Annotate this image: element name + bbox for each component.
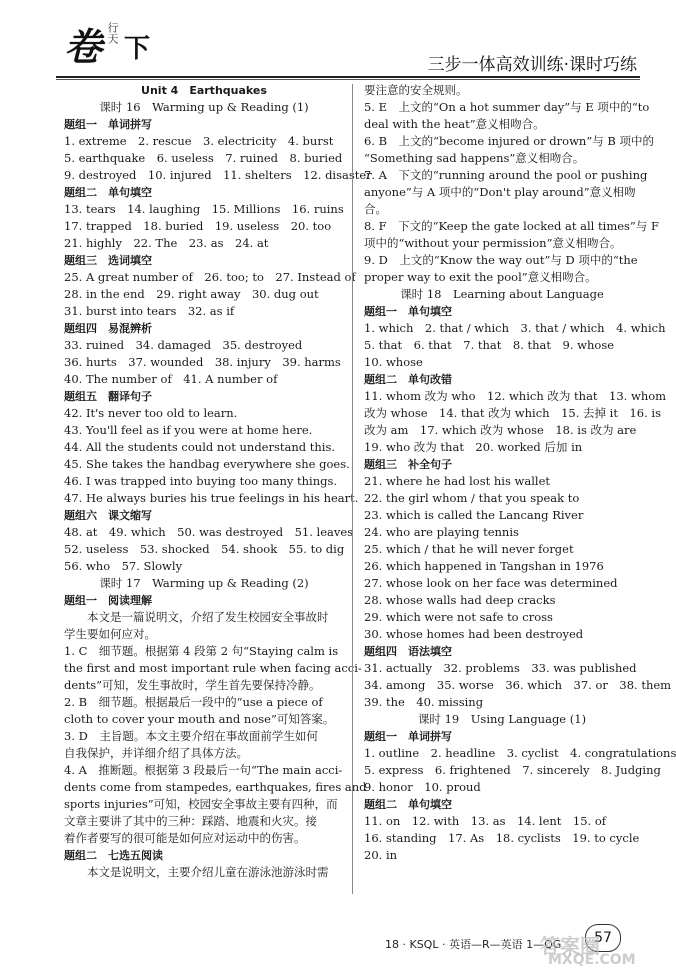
left-text-line: 56. who 57. Slowly xyxy=(64,559,183,573)
right-text-line: 题组四 语法填空 xyxy=(364,645,452,658)
left-text-line: 题组四 易混辨析 xyxy=(64,322,152,335)
right-text-line: 8. F 下文的“Keep the gate locked at all times”与 F xyxy=(364,219,659,233)
left-text-line: 48. at 49. which 50. was destroyed 51. leaves xyxy=(64,525,354,539)
right-text-line: 5. that 6. that 7. that 8. that 9. whose xyxy=(364,338,615,352)
left-text-line: 28. in the end 29. right away 30. dug out xyxy=(64,287,319,301)
right-text-line: 9. honor 10. proud xyxy=(364,780,481,794)
left-text-line: 3. D 主旨题。本文主要介绍在事故面前学生如何 xyxy=(64,729,318,743)
left-text-line: 36. hurts 37. wounded 38. injury 39. harms xyxy=(64,355,341,369)
left-text-line: 题组一 单词拼写 xyxy=(64,118,152,131)
watermark-url: MXQE.COM xyxy=(548,952,636,968)
left-text-line: 47. He always buries his true feelings in his heart. xyxy=(64,491,359,505)
left-text-line: 42. It's never too old to learn. xyxy=(64,406,238,420)
right-text-line: 改为 am 17. which 改为 whose 18. is 改为 are xyxy=(364,423,637,437)
page-number: 57 xyxy=(585,924,621,952)
left-text-line: Unit 4 Earthquakes xyxy=(141,84,267,97)
left-text-line: 学生要如何应对。 xyxy=(64,627,156,641)
logo-char-1: 卷 xyxy=(64,24,103,69)
left-text-line: 本文是一篇说明文，介绍了发生校园安全事故时 xyxy=(87,610,329,624)
right-text-line: 6. B 上文的“become injured or drown”与 B 项中的 xyxy=(364,134,654,148)
right-text-line: 19. who 改为 that 20. worked 后加 in xyxy=(364,440,583,454)
left-text-line: 题组六 课文缩写 xyxy=(64,509,152,522)
left-text-line: 本文是说明文，主要介绍儿童在游泳池游泳时需 xyxy=(87,865,329,879)
right-text-line: 20. in xyxy=(364,848,398,862)
left-text-line: 1. C 细节题。根据第 4 段第 2 句“Staying calm is xyxy=(64,644,339,658)
brand-logo xyxy=(58,14,158,70)
page-header xyxy=(0,0,675,80)
left-text-line: 题组二 七选五阅读 xyxy=(64,849,163,862)
right-text-line: 改为 whose 14. that 改为 which 15. 去掉 it 16. is xyxy=(364,406,661,420)
left-text-line: 46. I was trapped into buying too many things. xyxy=(64,474,338,488)
right-text-line: 7. A 下文的“running around the pool or pushing xyxy=(364,168,648,182)
right-text-line: 课时 18 Learning about Language xyxy=(400,287,604,301)
right-text-line: 题组一 单句填空 xyxy=(364,305,452,318)
left-text-line: 13. tears 14. laughing 15. Millions 16. ruins xyxy=(64,202,344,216)
right-text-line: 课时 19 Using Language (1) xyxy=(417,712,587,726)
left-text-line: dents come from stampedes, earthquakes, fires and xyxy=(64,780,367,794)
right-text-line: 5. express 6. frightened 7. sincerely 8. Judging xyxy=(364,763,661,777)
right-text-line: 题组二 单句填空 xyxy=(364,798,452,811)
right-text-line: 题组一 单词拼写 xyxy=(364,730,452,743)
series-title: 三步一体高效训练·课时巧练 xyxy=(427,55,637,75)
right-text-line: 39. the 40. missing xyxy=(364,695,484,709)
right-text-line: 23. which is called the Lancang River xyxy=(364,508,584,522)
right-text-line: 29. which were not safe to cross xyxy=(364,610,553,624)
watermark-logo: 答案圈 xyxy=(540,934,600,958)
header-rule-thin xyxy=(56,79,640,80)
right-text-line: 9. D 上文的“Know the way out”与 D 项中的“the xyxy=(364,253,638,267)
left-text-line: 文章主要讲了其中的三种：踩踏、地震和火灾。接 xyxy=(64,814,317,828)
right-text-line: 24. who are playing tennis xyxy=(364,525,519,539)
right-text-line: 要注意的安全规则。 xyxy=(364,83,468,97)
right-text-line: 28. whose walls had deep cracks xyxy=(364,593,556,607)
right-text-line: 11. whom 改为 who 12. which 改为 that 13. whom xyxy=(364,389,667,403)
left-text-line: the first and most important rule when facing acci- xyxy=(64,661,362,675)
left-text-line: 25. A great number of 26. too; to 27. Instead of xyxy=(64,270,356,284)
right-text-line: 21. where he had lost his wallet xyxy=(364,474,551,488)
left-text-line: 题组一 阅读理解 xyxy=(64,594,152,607)
left-text-line: 题组二 单句填空 xyxy=(64,186,152,199)
right-text-line: 31. actually 32. problems 33. was published xyxy=(364,661,637,675)
left-text-line: 题组五 翻译句子 xyxy=(64,390,152,403)
right-text-line: 10. whose xyxy=(364,355,423,369)
left-column xyxy=(64,82,372,881)
left-text-line: 4. A 推断题。根据第 3 段最后一句“The main acci- xyxy=(64,763,343,777)
right-text-line: 1. which 2. that / which 3. that / which 4. which xyxy=(364,321,666,335)
left-text-line: 43. You'll feel as if you were at home here. xyxy=(64,423,313,437)
left-text-line: 40. The number of 41. A number of xyxy=(64,372,278,386)
left-text-line: 2. B 细节题。根据最后一段中的“use a piece of xyxy=(64,695,323,709)
right-text-line: 26. which happened in Tangshan in 1976 xyxy=(364,559,604,573)
left-text-line: 44. All the students could not understand this. xyxy=(64,440,336,454)
right-text-line: 11. on 12. with 13. as 14. lent 15. of xyxy=(364,814,607,828)
right-text-line: 项中的“without your permission”意义相吻合。 xyxy=(364,236,622,250)
right-text-line: 5. E 上文的“On a hot summer day”与 E 项中的“to xyxy=(364,100,650,114)
left-text-line: 题组三 选词填空 xyxy=(64,254,152,267)
right-text-line: 题组三 补全句子 xyxy=(364,458,452,471)
column-divider xyxy=(352,84,353,894)
left-text-line: 5. earthquake 6. useless 7. ruined 8. buried xyxy=(64,151,343,165)
left-text-line: 着作者要写的很可能是如何应对运动中的伤害。 xyxy=(64,831,306,845)
left-text-line: 17. trapped 18. buried 19. useless 20. too xyxy=(64,219,332,233)
right-text-line: 16. standing 17. As 18. cyclists 19. to cycle xyxy=(364,831,640,845)
left-text-line: 课时 17 Warming up & Reading (2) xyxy=(99,576,309,590)
logo-char-2: 下 xyxy=(124,34,151,64)
left-text-line: cloth to cover your mouth and nose”可知答案。 xyxy=(64,712,335,726)
left-text-line: 课时 16 Warming up & Reading (1) xyxy=(99,100,309,114)
right-text-line: 1. outline 2. headline 3. cyclist 4. congratulations xyxy=(364,746,676,760)
right-column xyxy=(364,82,676,864)
right-text-line: deal with the heat”意义相吻合。 xyxy=(364,117,545,131)
footer-code: 18 · KSQL · 英语—R—英语 1—QG xyxy=(385,938,562,951)
left-text-line: dents”可知，发生事故时，学生首先要保持冷静。 xyxy=(64,678,321,692)
left-text-line: 45. She takes the handbag everywhere she goes. xyxy=(64,457,350,471)
right-text-line: 34. among 35. worse 36. which 37. or 38. them xyxy=(364,678,672,692)
right-text-line: “Something sad happens”意义相吻合。 xyxy=(364,151,585,165)
left-text-line: 自我保护，并详细介绍了具体方法。 xyxy=(64,746,248,760)
left-text-line: 21. highly 22. The 23. as 24. at xyxy=(64,236,269,250)
left-text-line: 1. extreme 2. rescue 3. electricity 4. burst xyxy=(64,134,334,148)
left-text-line: 33. ruined 34. damaged 35. destroyed xyxy=(64,338,303,352)
right-text-line: anyone”与 A 项中的“Don't play around”意义相吻 xyxy=(364,185,636,199)
right-text-line: 27. whose look on her face was determined xyxy=(364,576,618,590)
header-rule xyxy=(56,76,640,78)
left-text-line: 31. burst into tears 32. as if xyxy=(64,304,235,318)
left-text-line: 52. useless 53. shocked 54. shook 55. to dig xyxy=(64,542,345,556)
right-text-line: 30. whose homes had been destroyed xyxy=(364,627,584,641)
right-text-line: 题组二 单句改错 xyxy=(364,373,452,386)
right-text-line: proper way to exit the pool”意义相吻合。 xyxy=(364,270,597,284)
right-text-line: 合。 xyxy=(364,202,387,216)
left-text-line: sports injuries”可知，校园安全事故主要有四种，而 xyxy=(64,797,338,811)
left-text-line: 9. destroyed 10. injured 11. shelters 12. disaster xyxy=(64,168,372,182)
logo-char-small: 行天 xyxy=(106,22,119,44)
right-text-line: 22. the girl whom / that you speak to xyxy=(364,491,580,505)
right-text-line: 25. which / that he will never forget xyxy=(364,542,574,556)
